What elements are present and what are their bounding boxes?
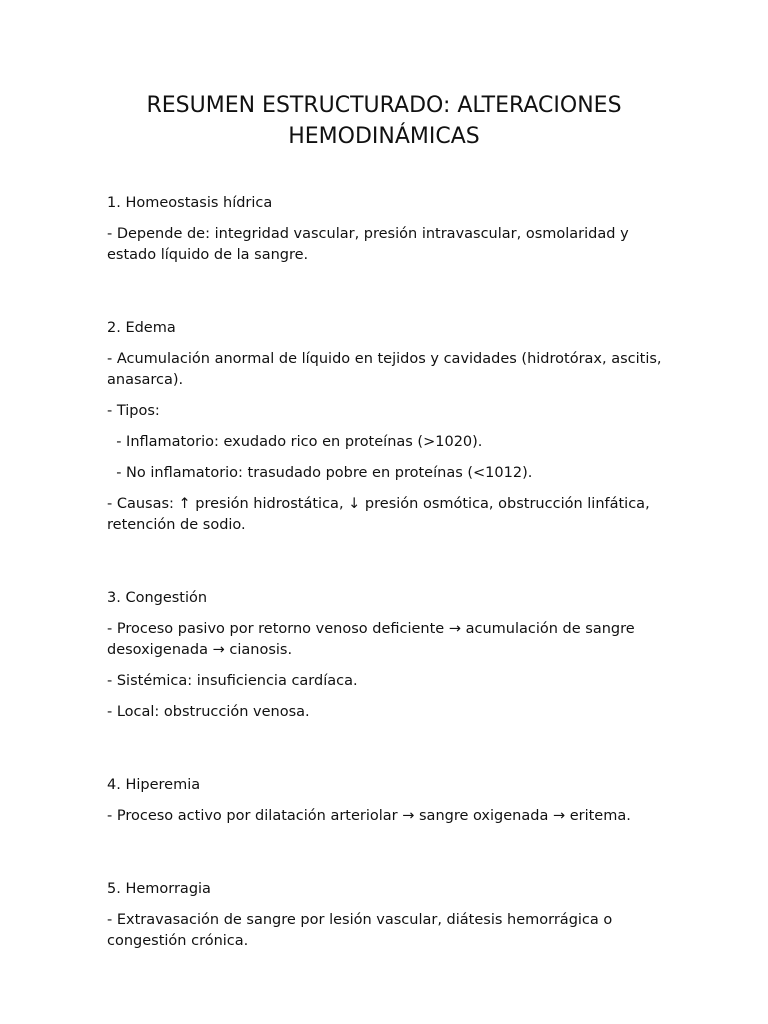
section-heading: 5. Hemorragia [107,881,211,897]
section-edema [107,318,667,536]
section-subitem: - No inflamatorio: trasudado pobre en proteínas (<1012). [107,465,533,481]
section-paragraph: - Causas: ↑ presión hidrostática, ↓ presión osmótica, obstrucción linfática, retención de sodio. [107,496,650,533]
section-paragraph: - Depende de: integridad vascular, presión intravascular, osmolaridad y estado líquido de la sangre. [107,226,629,263]
page-title [0,90,768,152]
section-paragraph: - Proceso activo por dilatación arteriolar → sangre oxigenada → eritema. [107,808,631,824]
section-paragraph: - Proceso pasivo por retorno venoso deficiente → acumulación de sangre desoxigenada → cianosis. [107,621,635,658]
section-homeostasis [107,193,667,266]
section-hemorragia [107,879,667,952]
section-paragraph: - Local: obstrucción venosa. [107,704,310,720]
section-heading: 2. Edema [107,320,176,336]
section-paragraph: - Tipos: [107,403,160,419]
section-paragraph: - Sistémica: insuficiencia cardíaca. [107,673,358,689]
section-congestion [107,588,667,723]
section-hiperemia [107,775,667,827]
title-line-2: HEMODINÁMICAS [288,124,480,149]
section-paragraph: - Acumulación anormal de líquido en tejidos y cavidades (hidrotórax, ascitis, anasarca). [107,351,662,388]
section-heading: 3. Congestión [107,590,208,606]
document-body [107,193,667,952]
section-heading: 1. Homeostasis hídrica [107,195,273,211]
section-paragraph: - Extravasación de sangre por lesión vascular, diátesis hemorrágica o congestión crónica. [107,912,613,949]
section-heading: 4. Hiperemia [107,777,201,793]
section-subitem: - Inflamatorio: exudado rico en proteínas (>1020). [107,434,483,450]
title-line-1: RESUMEN ESTRUCTURADO: ALTERACIONES [146,93,622,118]
